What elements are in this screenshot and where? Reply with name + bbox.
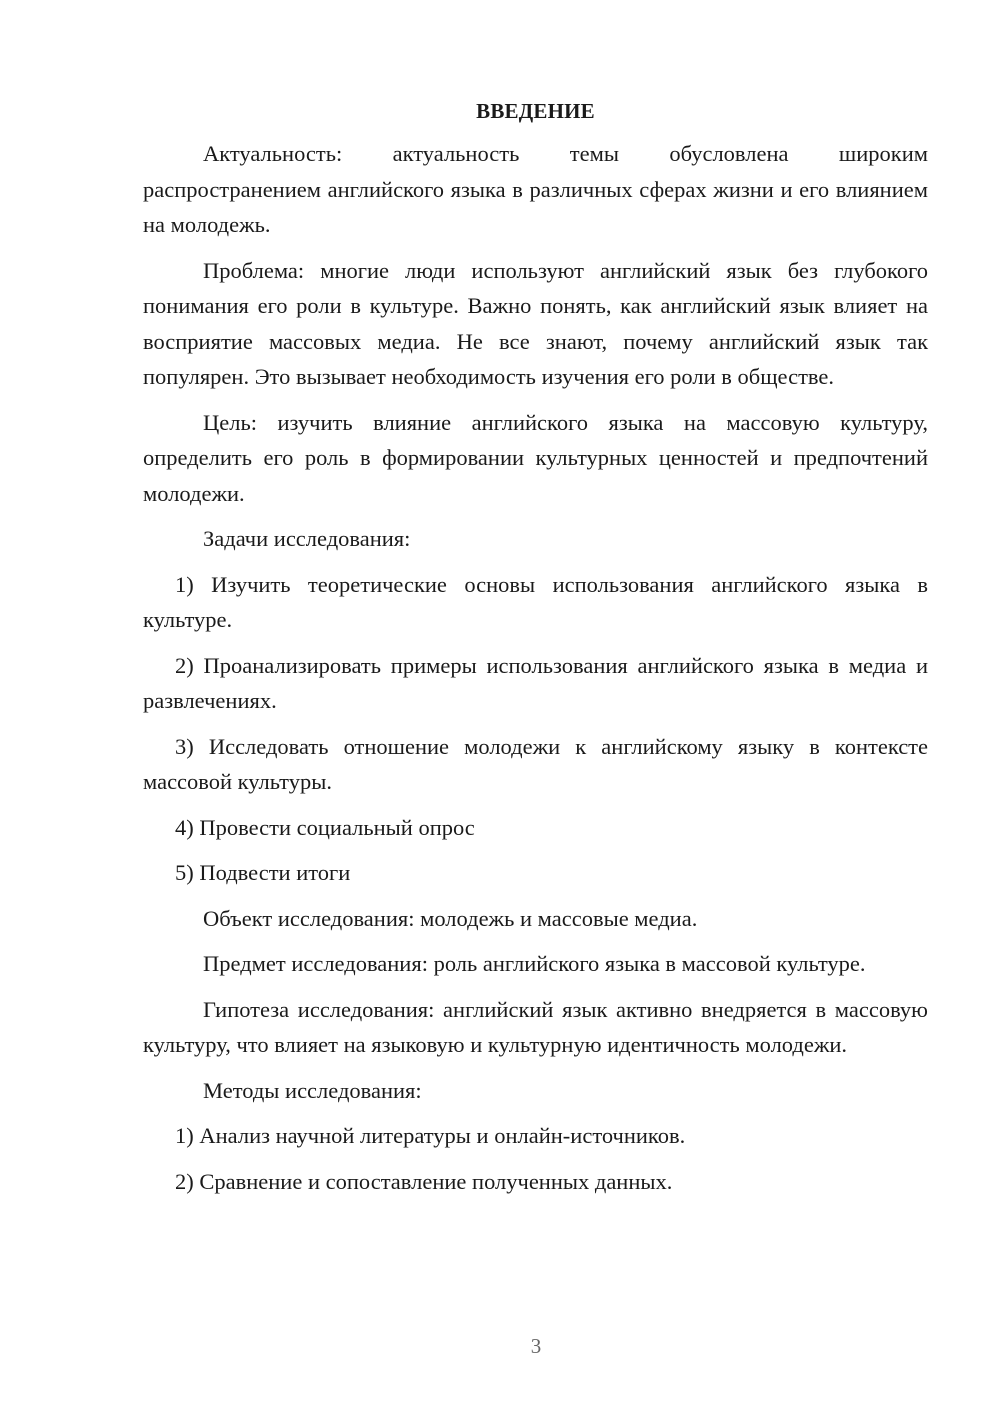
method-item: 2) Сравнение и сопоставление полученных данных.	[175, 1168, 673, 1194]
task-item: 3) Исследовать отношение молодежи к английскому языку в контексте массовой культуры.	[143, 733, 928, 794]
method-item: 1) Анализ научной литературы и онлайн-источников.	[175, 1123, 686, 1148]
task-item: 4) Провести социальный опрос	[175, 814, 475, 840]
tasks-heading: Задачи исследования:	[203, 526, 411, 551]
task-item: 1) Изучить теоретические основы использования английского языка в культуре.	[143, 571, 928, 632]
goal-paragraph: Цель: изучить влияние английского языка на массовую культуру, определить его роль в формировании культурных ценностей и предпочтений молодежи.	[143, 409, 928, 506]
object-paragraph: Объект исследования: молодежь и массовые медиа.	[203, 905, 698, 931]
hypothesis-paragraph: Гипотеза исследования: английский язык активно внедряется в массовую культуру, что влияет на языковую и культурную идентичность молодежи.	[143, 996, 928, 1057]
page-number: 3	[530, 1334, 542, 1358]
task-item: 2) Проанализировать примеры использования английского языка в медиа и развлечениях.	[143, 652, 928, 713]
section-title: ВВЕДЕНИЕ	[476, 99, 595, 123]
methods-heading: Методы исследования:	[203, 1077, 422, 1103]
relevance-paragraph: Актуальность: актуальность темы обусловлена широким распространением английского языка в различных сферах жизни и его влиянием на молодежь.	[143, 141, 928, 237]
task-item: 5) Подвести итоги	[175, 860, 351, 885]
document-page	[143, 96, 928, 1209]
subject-paragraph: Предмет исследования: роль английского языка в массовой культуре.	[203, 951, 866, 976]
problem-paragraph: Проблема: многие люди используют английский язык без глубокого понимания его роли в культуре. Важно понять, как английский язык влияет на восприятие массовых медиа. Не все знают, почему английский язык так популярен. Это вызывает необходимость изучения его роли в обществе.	[143, 257, 928, 389]
